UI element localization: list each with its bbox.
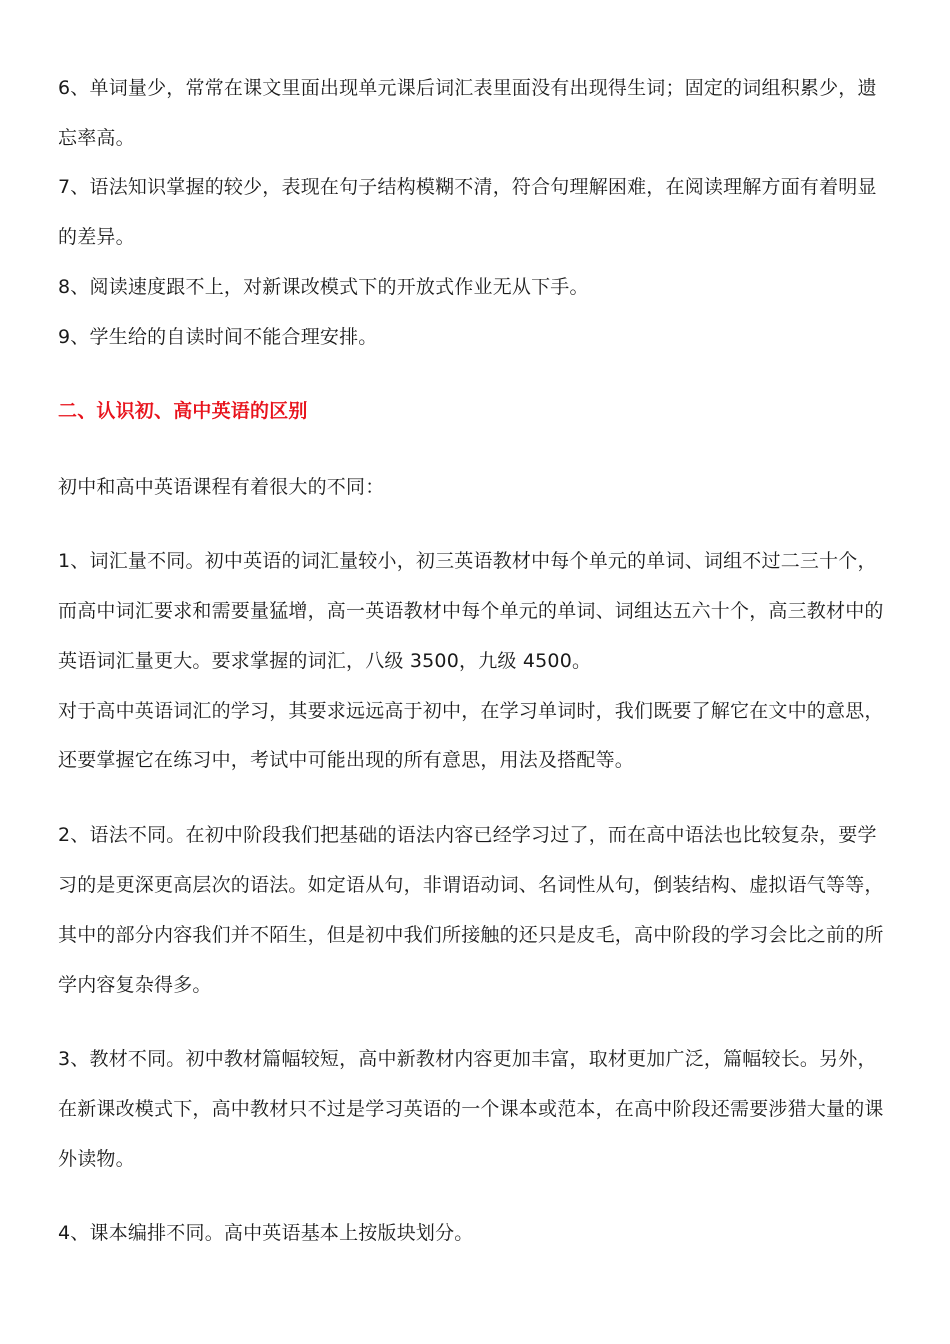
point-1-line-3: 英语词汇量更大。要求掌握的词汇，八级 3500，九级 4500。: [58, 650, 592, 672]
paragraph-7-line-1: 7、语法知识掌握的较少，表现在句子结构模糊不清，符合句理解困难，在阅读理解方面有着明显: [58, 176, 877, 198]
point-1-note-line-1: 对于高中英语词汇的学习，其要求远远高于初中，在学习单词时，我们既要了解它在文中的意思，: [58, 700, 884, 722]
paragraph-9: 9、学生给的自读时间不能合理安排。: [58, 326, 378, 348]
paragraph-8: 8、阅读速度跟不上，对新课改模式下的开放式作业无从下手。: [58, 276, 589, 298]
point-3-line-1: 3、教材不同。初中教材篇幅较短，高中新教材内容更加丰富，取材更加广泛，篇幅较长。另外，: [58, 1048, 877, 1070]
point-2-line-4: 学内容复杂得多。: [58, 974, 212, 996]
paragraph-7-line-2: 的差异。: [58, 226, 135, 248]
point-3-line-3: 外读物。: [58, 1148, 135, 1170]
point-4: 4、课本编排不同。高中英语基本上按版块划分。: [58, 1222, 474, 1244]
section-heading: 二、认识初、高中英语的区别: [58, 400, 308, 422]
point-2-line-3: 其中的部分内容我们并不陌生，但是初中我们所接触的还只是皮毛，高中阶段的学习会比之前的所: [58, 924, 884, 946]
point-3-line-2: 在新课改模式下，高中教材只不过是学习英语的一个课本或范本，在高中阶段还需要涉猎大量的课: [58, 1098, 884, 1120]
point-1-line-1: 1、词汇量不同。初中英语的词汇量较小，初三英语教材中每个单元的单词、词组不过二三十个，: [58, 550, 877, 572]
point-2-line-2: 习的是更深更高层次的语法。如定语从句，非谓语动词、名词性从句，倒装结构、虚拟语气等等，: [58, 874, 884, 896]
intro-text: 初中和高中英语课程有着很大的不同：: [58, 476, 385, 498]
point-1-note-line-2: 还要掌握它在练习中，考试中可能出现的所有意思，用法及搭配等。: [58, 749, 635, 771]
point-1-line-2: 而高中词汇要求和需要量猛增，高一英语教材中每个单元的单词、词组达五六十个，高三教材中的: [58, 600, 884, 622]
point-2-line-1: 2、语法不同。在初中阶段我们把基础的语法内容已经学习过了，而在高中语法也比较复杂，要学: [58, 824, 877, 846]
paragraph-6-line-2: 忘率高。: [58, 127, 135, 149]
paragraph-6-line-1: 6、单词量少，常常在课文里面出现单元课后词汇表里面没有出现得生词；固定的词组积累少，遗: [58, 77, 877, 99]
